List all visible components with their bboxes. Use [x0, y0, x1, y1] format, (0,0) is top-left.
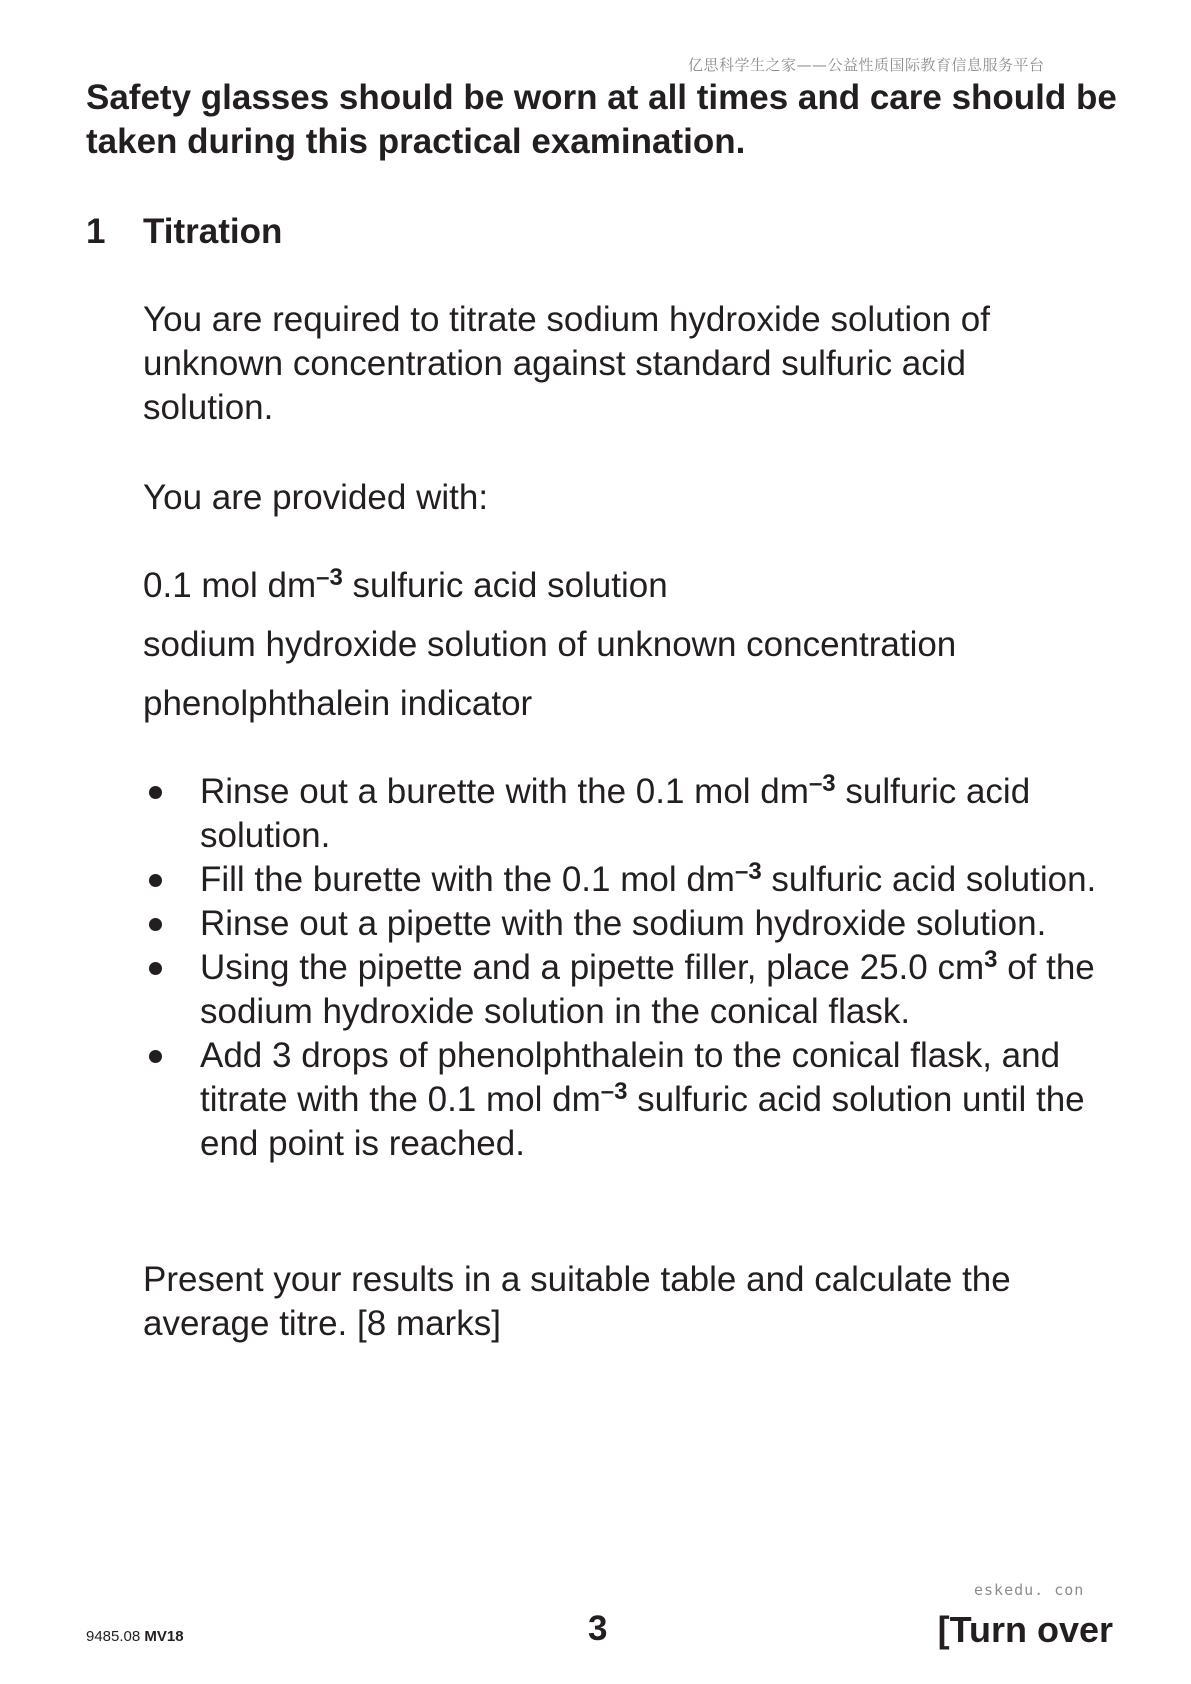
- watermark-bottom: eskedu. con: [974, 1581, 1085, 1599]
- watermark-top: 亿思科学生之家——公益性质国际教育信息服务平台: [688, 56, 1045, 74]
- question-heading: [86, 210, 282, 254]
- bullet-icon: [149, 874, 162, 887]
- step-text: sulfuric acid solution.: [200, 772, 1031, 855]
- step-text: Using the pipette and a pipette filler, place 25.0 cm: [200, 948, 985, 987]
- question-number: 1: [86, 212, 106, 251]
- results-instruction: Present your results in a suitable table and calculate the average titre. [8 marks]: [143, 1260, 1011, 1343]
- procedure-step: [143, 1034, 1123, 1166]
- step-text: Rinse out a pipette with the sodium hydroxide solution.: [200, 904, 1047, 943]
- turn-over-label: [Turn over: [937, 1609, 1113, 1650]
- procedure-step: [143, 946, 1123, 1034]
- bullet-icon: [149, 1050, 162, 1063]
- question-intro: You are required to titrate sodium hydroxide solution of unknown concentration against standard sulfuric acid solution.: [143, 300, 990, 427]
- procedure-step: [143, 770, 1123, 858]
- step-text: Rinse out a burette with the 0.1 mol dm: [200, 772, 809, 811]
- question-title: Titration: [143, 212, 283, 251]
- step-text: of the sodium hydroxide solution in the conical flask.: [200, 948, 1095, 1031]
- material-item: sodium hydroxide solution of unknown concentration: [143, 625, 957, 664]
- material-item: phenolphthalein indicator: [143, 684, 533, 723]
- step-text: Fill the burette with the 0.1 mol dm: [200, 860, 735, 899]
- paper-code: [86, 1628, 184, 1645]
- step-text: Add 3 drops of phenolphthalein to the conical flask, and titrate with the 0.1 mol dm: [200, 1036, 1061, 1119]
- paper-code-series: MV18: [144, 1628, 184, 1645]
- bullet-icon: [149, 786, 162, 799]
- procedure-steps: [143, 770, 1123, 1166]
- step-text: sulfuric acid solution.: [761, 860, 1097, 899]
- step-text: sulfuric acid solution until the end point is reached.: [200, 1080, 1085, 1163]
- bullet-icon: [149, 918, 162, 931]
- provided-label: You are provided with:: [143, 478, 489, 517]
- step-superscript: –3: [734, 858, 762, 885]
- material-text: 0.1 mol dm: [143, 566, 317, 605]
- bullet-icon: [149, 962, 162, 975]
- material-superscript: –3: [316, 564, 343, 591]
- material-item: [143, 564, 668, 608]
- procedure-step: [143, 902, 1123, 946]
- paper-code-number: 9485.08: [86, 1628, 141, 1645]
- safety-notice: Safety glasses should be worn at all times and care should be taken during this practical examination.: [86, 78, 1117, 161]
- page-number: 3: [588, 1609, 608, 1648]
- step-superscript: –3: [600, 1078, 628, 1105]
- material-text: sulfuric acid solution: [342, 566, 668, 605]
- step-superscript: –3: [808, 770, 836, 797]
- step-superscript: 3: [984, 946, 998, 973]
- procedure-step: [143, 858, 1123, 902]
